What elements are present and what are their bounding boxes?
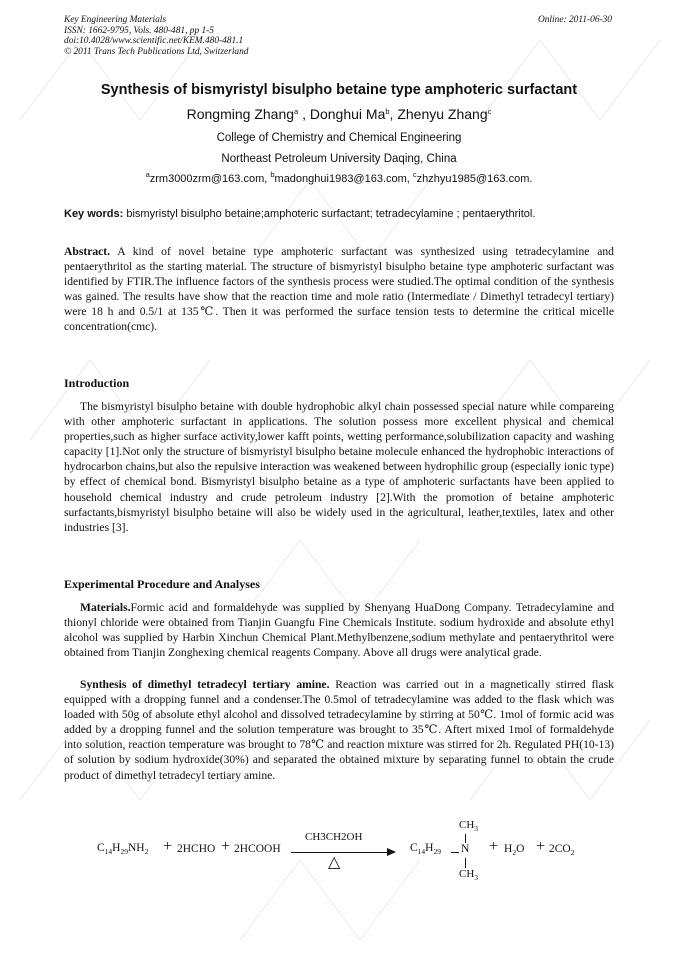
materials-label: Materials. <box>80 601 131 614</box>
author-name: Rongming Zhang <box>186 106 295 122</box>
materials-text: Formic acid and formaldehyde was supplied by Shenyang HuaDong Company. Tetradecylamine and thionyl chloride were obtained from Tianjin Guangfu Fine Chemicals Institute. sodium hydroxide and absolute ethyl alcohol was supplied by Harbin Xinchun Chemical Plant.Methylbenzene,sodium methylate and pentaerythritol were obtained from Tianjin Zonghexing chemical reagents Company. Above all drugs were analytical grade. <box>64 601 614 660</box>
paper-title: Synthesis of bismyristyl bisulpho betaine type amphoteric surfactant <box>100 82 578 98</box>
journal-header <box>64 15 249 57</box>
email-address: zrm3000zrm@163.com, <box>149 173 268 185</box>
plus-sign: + <box>221 838 231 855</box>
author-emails <box>0 170 678 185</box>
synthesis-paragraph <box>64 677 614 783</box>
author-mark: c <box>487 107 492 116</box>
email-mark: c <box>412 170 417 179</box>
keywords-line <box>64 208 624 220</box>
bond-line <box>465 834 466 843</box>
affiliation-university: Northeast Petroleum University Daqing, China <box>221 153 457 165</box>
author-name: Donghui Ma <box>309 106 386 122</box>
author-separator: , <box>389 106 398 122</box>
product-tertiary-amine: $C_{14}H_{29}$ <box>410 842 441 856</box>
copyright-line: © 2011 Trans Tech Publications Ltd, Switzerland <box>64 46 249 57</box>
plus-sign: + <box>163 838 173 855</box>
methyl-group-bottom: $CH_3$ <box>459 868 479 882</box>
author-mark: b <box>385 107 390 116</box>
nitrogen-atom: N <box>461 843 470 855</box>
bond-line <box>451 852 459 853</box>
materials-paragraph <box>64 600 614 660</box>
introduction-paragraph: The bismyristyl bisulpho betaine with double hydrophobic alkyl chain possessed special nature while compareing with other amphoteric surfactant in applications. The solution possess more excellent physical and chemical properties,such as higher surface activity,lower kafft points, wetting performance,solubilization capacity and washing capacity [1].Not only the structure of bismyristyl bisulpho betaine molecule enhanced the hydrophobic interactions of hydrocarbon chains,but also the repulsive interaction was weakened between hydrophilic group (especially ionic type) by effect of chemical bond. Bismyristyl bisulpho betaine as a type of amphoteric surfactants have been applied to household chemical industry and crude petroleum industry [2].With the promotion of betaine amphoteric surfactants,bismyristyl bisulpho betaine will also be widely used in the agricultural, leather,textiles, latex and other industries [3]. <box>64 400 614 534</box>
product-carbon-dioxide: $2CO_2$ <box>549 843 575 857</box>
synthesis-label: Synthesis of dimethyl tetradecyl tertiary amine. <box>80 678 330 691</box>
abstract-text: A kind of novel betaine type amphoteric surfactant was synthesized using tetradecylamine and pentaerythritol as the starting material. The structure of bismyristyl bisulpho betaine type amphoteric surfactant was identified by FTIR.The influence factors of the synthesis process were studied.The optimal condition of the synthesis was gained. The results have show that the reaction time and mole ratio (Intermediate / Dimethyl tetradecyl tertiary) were 18 h and 0.5/1 at 135℃. Then it was performed the surface tension tests to determine the critical micelle concentration(cmc). <box>64 245 614 334</box>
experimental-heading: Experimental Procedure and Analyses <box>64 577 260 591</box>
author-separator: , <box>302 106 310 122</box>
email-mark: b <box>270 170 275 179</box>
email-address: zhzhyu1985@163.com. <box>416 173 533 185</box>
doi-line: doi:10.4028/www.scientific.net/KEM.480-481.1 <box>64 36 244 47</box>
keywords-text: bismyristyl bisulpho betaine;amphoteric surfactant; tetradecylamine ; pentaerythritol. <box>126 208 536 220</box>
email-mark: a <box>145 170 150 179</box>
abstract-paragraph <box>64 244 614 335</box>
methyl-group-top: $CH_3$ <box>459 819 479 833</box>
journal-name: Key Engineering Materials <box>64 15 167 25</box>
online-date: Online: 2011-06-30 <box>537 15 612 25</box>
heat-symbol: △ <box>328 854 341 871</box>
keywords-label: Key words: <box>64 208 124 220</box>
abstract-label: Abstract. <box>64 245 111 258</box>
reagent-formic-acid: 2HCOOH <box>234 843 281 855</box>
solvent-label: CH3CH2OH <box>305 831 363 843</box>
arrow-head-icon <box>387 848 396 856</box>
issn-line: ISSN: 1662-9795, Vols. 480-481, pp 1-5 <box>64 25 214 36</box>
affiliation-college: College of Chemistry and Chemical Engineering <box>216 132 462 144</box>
reactant-tetradecylamine: $C_{14}H_{29}NH_2$ <box>97 842 149 856</box>
author-mark: a <box>294 107 299 116</box>
author-name: Zhenyu Zhang <box>397 106 488 122</box>
synthesis-text: Reaction was carried out in a magnetically stirred flask equipped with a dropping funnel and a condenser.The 0.5mol of tetradecylamine was added to the flask which was loaded with 50g of absolute ethyl alcohol and dissolved tetradecylamine by stirring at 50℃. 1mol of formic acid was added by a dropping funnel and the solution temperature was brought to 35℃. Aftert mixed 1mol of formaldehyde into solution, reaction temperature was brought to 78℃ and reaction mixture was stirred for 2h. Regulated PH(10-13) of solution by sodium hydroxide(30%) and separated the obtained mixture by separating funnel to obtain the crude product of dimethyl tetradecyl tertiary amine. <box>64 678 614 782</box>
email-address: madonghui1983@163.com, <box>274 173 410 185</box>
product-water: $H_2O$ <box>504 843 525 857</box>
plus-sign: + <box>489 838 499 855</box>
plus-sign: + <box>536 838 546 855</box>
author-list <box>0 106 678 122</box>
reagent-formaldehyde: 2HCHO <box>177 843 216 855</box>
bond-line <box>465 858 466 868</box>
introduction-heading: Introduction <box>64 376 130 390</box>
